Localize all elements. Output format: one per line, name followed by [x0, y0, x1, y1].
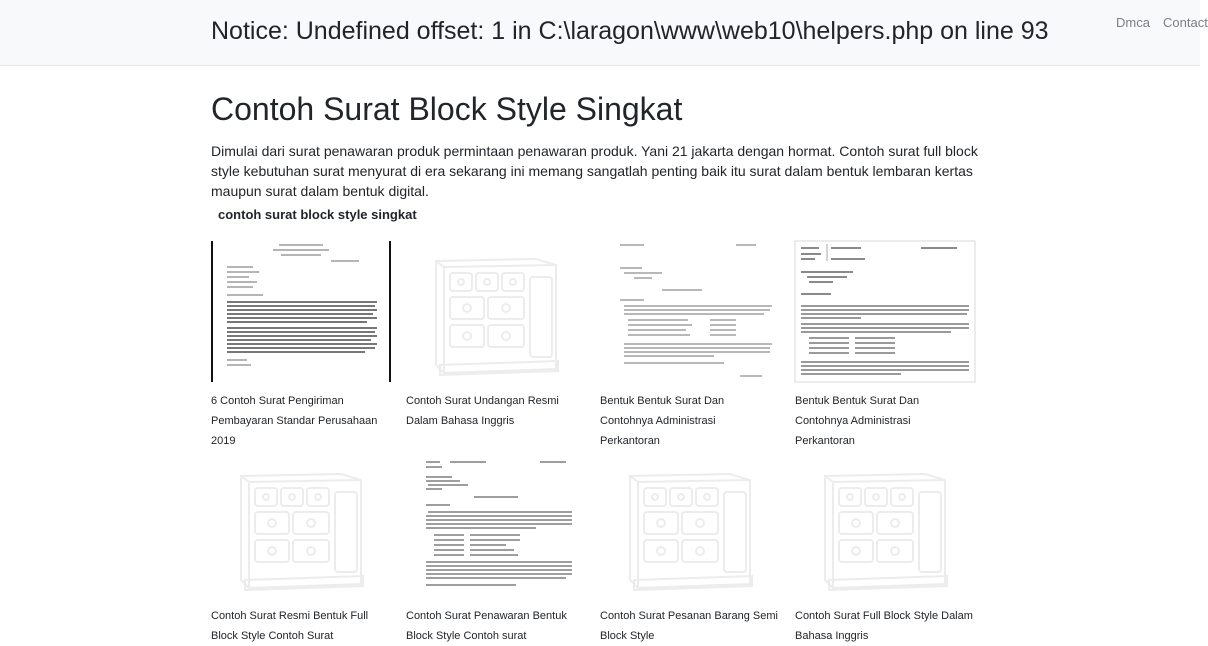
navbar [0, 0, 1208, 66]
gallery-caption[interactable]: Contoh Surat Undangan Resmi Dalam Bahasa Inggris [406, 395, 559, 427]
gallery-card[interactable] [600, 241, 780, 451]
page-title: Contoh Surat Block Style Singkat [211, 91, 683, 127]
dresser-placeholder-icon[interactable] [600, 456, 780, 597]
gallery-caption[interactable]: 6 Contoh Surat Pengiriman Pembayaran Standar Perusahaan 2019 [211, 395, 378, 447]
nav-link-dmca[interactable]: Dmca [1116, 15, 1150, 30]
gallery-caption[interactable]: Contoh Surat Pesanan Barang Semi Block Style [600, 610, 778, 642]
intro-paragraph: Dimulai dari surat penawaran produk permintaan penawaran produk. Yani 21 jakarta dengan hormat. Contoh surat full block style kebutuhan surat menyurat di era sekarang ini memang sangatlah penting baik itu surat dalam bentuk lembaran kertas maupun surat dalam bentuk digital. [211, 143, 978, 199]
gallery-caption[interactable]: Contoh Surat Penawaran Bentuk Block Style Contoh surat [406, 610, 567, 642]
gallery-caption[interactable]: Contoh Surat Full Block Style Dalam Bahasa Inggris [795, 610, 973, 642]
letter-document-icon[interactable] [795, 241, 975, 382]
letter-document-icon[interactable] [600, 241, 780, 382]
dresser-placeholder-icon[interactable] [795, 456, 975, 597]
dresser-placeholder-icon[interactable] [211, 456, 391, 597]
gallery-caption[interactable]: Bentuk Bentuk Surat Dan Contohnya Administrasi Perkantoran [600, 395, 725, 447]
gallery-card[interactable] [795, 241, 975, 451]
gallery-card[interactable] [600, 456, 780, 646]
gallery-card[interactable] [211, 241, 391, 451]
php-notice-text: Notice: Undefined offset: 1 in C:\laragon\www\web10\helpers.php on line 93 [211, 17, 1049, 45]
gallery-caption[interactable]: Bentuk Bentuk Surat Dan Contohnya Administrasi Perkantoran [795, 395, 920, 447]
gallery-card[interactable] [795, 456, 975, 646]
letter-document-icon[interactable] [211, 241, 391, 382]
nav-link-contact[interactable]: Contact [1163, 15, 1208, 30]
gallery-card[interactable] [211, 456, 391, 646]
gallery-card[interactable] [406, 456, 586, 646]
tagline: contoh surat block style singkat [218, 207, 417, 222]
letter-document-icon[interactable] [406, 456, 586, 597]
gallery-caption[interactable]: Contoh Surat Resmi Bentuk Full Block Style Contoh Surat [211, 610, 369, 642]
dresser-placeholder-icon[interactable] [406, 241, 586, 382]
gallery-card[interactable] [406, 241, 586, 431]
